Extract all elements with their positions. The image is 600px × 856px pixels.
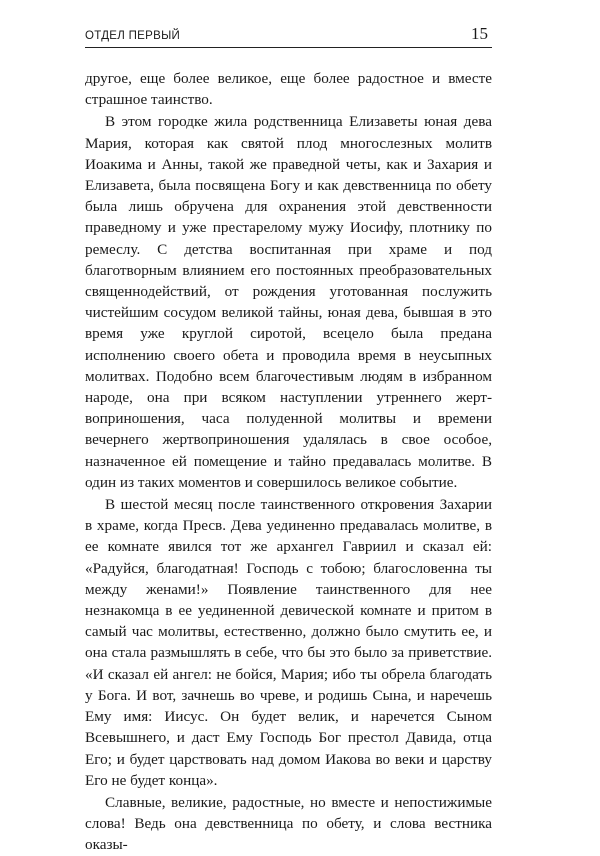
paragraph-continued: другое, еще более великое, еще более радостное и вместе страшное таинство.	[85, 70, 492, 109]
section-title: ОТДЕЛ ПЕРВЫЙ	[85, 30, 181, 42]
body-text	[85, 68, 492, 856]
paragraph: В шестой месяц после таинственного откровения Захарии в храме, когда Пресв. Дева уединенно предавалась молитве, в ее комнате явился тот же архангел Гавриил и сказал ей: «Радуйся, благодатная! Господь с тобою; благословенна ты между женами!» Появление таинственного для нее незнакомца в ее уединенной девической комнате и притом в самый час молитвы, естественно, должно было смутить ее, и она стала размышлять в себе, что бы это было за приветствие. «И сказал ей ангел: не бойся, Мария; ибо ты обрела благодать у Бога. И вот, зачнешь во чреве, и родишь Сына, и наречешь Ему имя: Иисус. Он будет велик, и наречется Сыном Всевышнего, и даст Ему Господь Бог престол Давида, отца Его; и будет царствовать над домом Иакова во веки и царству Его не будет конца».	[85, 496, 492, 789]
running-header	[85, 21, 492, 48]
page-number: 15	[471, 24, 488, 43]
paragraph: В этом городке жила родственница Елизаветы юная дева Мария, которая как святой плод многослезных молитв Иоакима и Анны, такой же праведной четы, как и Захария и Елизавета, была посвящена Богу и как девственница по обету была лишь обручена для охранения этой девственности праведному и уже престарелому мужу Иосифу, плотнику по ремеслу. С детства воспитанная при храме и под благотворным влиянием его постоянных преобразовательных священнодействий, от рождения уготованная послужить чистейшим сосудом великой тайны, юная дева, бывшая в это время уже круглой сиротой, всецело была предана исполнению своего обета и проводила время в неусыпных молитвах. Подобно всем благочестивым людям в избранном народе, она при всяком наступлении утреннего жертвоприношения, часа полуденной молитвы и времени вечернего жертвоприношения удалялась в свое особое, назначенное ей помещение и тайно предавалась молитве. В один из таких моментов и совершилось великое событие.	[85, 113, 492, 491]
paragraph: Славные, великие, радостные, но вместе и непостижимые слова! Ведь она девственница по обету, и слова вестника оказы-	[85, 793, 492, 854]
